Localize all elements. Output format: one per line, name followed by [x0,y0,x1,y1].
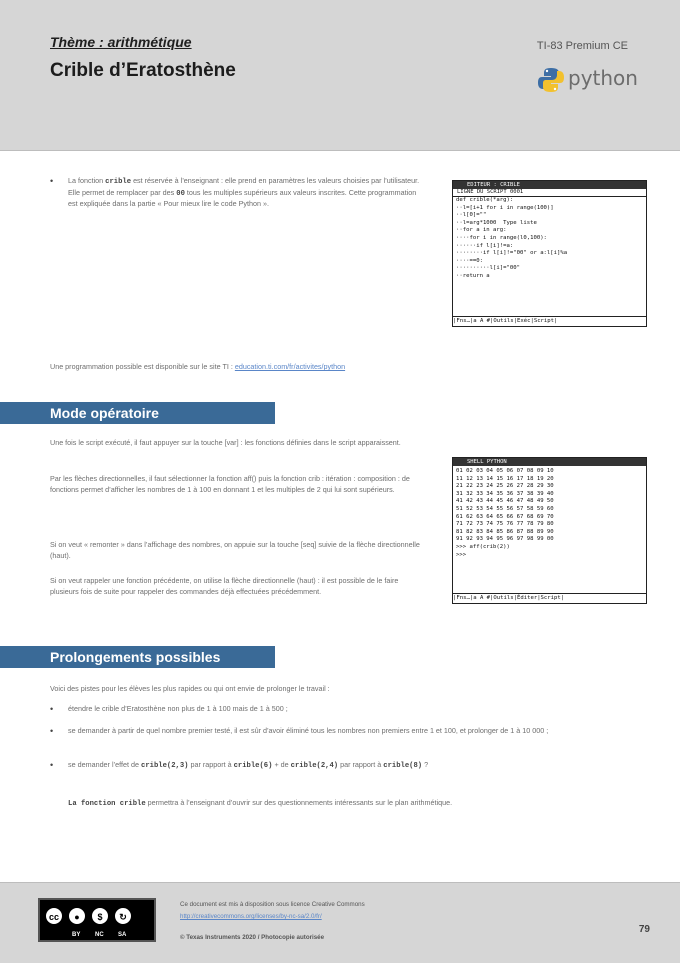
screen-subtitle: LIGNE DU SCRIPT 0001 [453,189,646,197]
license-link[interactable]: http://creativecommons.org/licenses/by-nc-sa/2.0/fr/ [180,913,322,920]
mode-paragraph-4: Si on veut rappeler une fonction précédente, on utilise la flèche directionnelle (haut) : il est possible de le faire plusieurs fois de suite pour rappeler des commandes déjà effectuées précédemment. [50,576,399,596]
code-line: ··for a in arg: [456,227,507,234]
cc-icon: cc [44,906,64,926]
code-line: 31 32 33 34 35 36 37 38 39 40 [456,490,554,497]
bullet-dot: • [50,176,54,186]
by-label: BY [72,932,81,938]
list-item-text: étendre le crible d’Eratosthène non plus de 1 à 100 mais de 1 à 500 ; [68,704,288,713]
creative-commons-badge [38,898,156,942]
intro-bullet-text: La fonction crible est réservée à l’enseignant : elle prend en paramètres les valeurs choisies par l’utilisateur. Elle permet de remplacer par des 00 tous les multiples supérieurs aux valeurs inscrites. Cette programmation est expliquée dans la partie « Pour mieux lire le code Python ». [68,176,420,208]
script-editor-screenshot [452,180,647,327]
code-line: ······if l[i]!=a: [456,242,514,249]
closing-note: La fonction crible permettra à l’enseignant d’ouvrir sur des questionnements intéressants sur le plan arithmétique. [68,798,453,808]
code-line: def crible(*arg): [456,197,514,203]
code-line: >>> aff(crib(2)) [456,543,510,550]
bullet-dot: • [50,726,54,736]
code-line: 21 22 23 24 25 26 27 28 29 30 [456,483,554,490]
page-title: Crible d’Eratosthène [50,60,236,81]
bullet-dot: • [50,760,54,770]
license-text: Ce document est mis à disposition sous licence Creative Commons [180,901,365,908]
list-item-text: se demander à partir de quel nombre premier testé, il est sûr d’avoir éliminé tous les nombres non premiers entre 1 et 100, et prolonger de 1 à 10 000 ; [68,726,549,735]
code-line: 71 72 73 74 75 76 77 78 79 80 [456,521,554,528]
nc-label: NC [95,932,104,938]
code-line: ··l[0]="" [456,212,487,219]
code-line: 11 12 13 14 15 16 17 18 19 20 [456,475,554,482]
sharealike-icon: ↻ [113,906,133,926]
function-keys-bar: |Fns…|a A #|Outils|Exéc|Script| [453,316,646,326]
sa-label: SA [118,932,127,938]
section-heading-mode: Mode opératoire [0,402,275,424]
download-link[interactable]: education.ti.com/fr/activites/python [234,362,346,371]
code-line: ····for i in range(l0,100): [456,234,547,241]
function-keys-bar: |Fns…|a A #|Outils|Éditer|Script| [453,593,646,603]
code-line: >>> [456,551,470,558]
code-line: ········if l[i]!="00" or a:l[i]%a [456,250,568,257]
code-line: 61 62 63 64 65 66 67 68 69 70 [456,513,554,520]
code-lines [453,197,646,281]
code-line: 51 52 53 54 55 56 57 58 59 60 [456,505,554,512]
code-line: ··l=[i+1 for i in range(100)] [456,204,554,211]
python-wordmark: python [568,66,638,90]
code-line: 01 02 03 04 05 06 07 08 09 10 [456,468,554,474]
mode-paragraph-1: Une fois le script exécuté, il faut appuyer sur la touche [var] : les fonctions définies dans le script apparaissent. [50,438,401,447]
copyright-text: © Texas Instruments 2020 / Photocopie autorisée [180,934,325,941]
download-note: Une programmation possible est disponible sur le site TI : education.ti.com/fr/activites/python [50,362,346,371]
code-line: 81 82 83 84 85 86 87 88 89 90 [456,528,554,535]
python-logo [538,64,638,96]
shell-output-lines [453,466,646,559]
page-number: 79 [638,924,650,935]
section-heading-extensions: Prolongements possibles [0,646,275,668]
bullet-dot: • [50,704,54,714]
mode-paragraph-2: Par les flèches directionnelles, il faut sélectionner la fonction aff() puis la fonction crib : itération : composition : de fonctions permet d’afficher les nombres de 1 à 100 en donnant 1 et les multiples de 2 qui lui sont supérieurs. [50,474,410,494]
code-line: ··return a [456,272,490,279]
calculator-label: TI-83 Premium CE [536,40,628,52]
screen-titlebar: SHELL PYTHON [453,458,646,466]
python-snake-icon [538,67,564,93]
code-line: ··l=arg*1000 Type liste [456,219,537,226]
attribution-icon: ● [67,906,87,926]
noncommercial-icon: $ [90,906,110,926]
theme-label: Thème : arithmétique [50,34,192,50]
code-line: ····==0: [456,257,483,264]
extensions-intro: Voici des pistes pour les élèves les plus rapides ou qui ont envie de prolonger le travail : [50,684,330,693]
shell-screenshot [452,457,647,604]
code-line: ··········l[i]="00" [456,265,520,272]
code-line: 91 92 93 94 95 96 97 98 99 00 [456,536,554,543]
code-line: 41 42 43 44 45 46 47 48 49 50 [456,498,554,505]
screen-titlebar: EDITEUR : CRIBLE [453,181,646,189]
mode-paragraph-3: Si on veut « remonter » dans l’affichage des nombres, on appuie sur la touche [seq] suivie de la flèche directionnelle (haut). [50,540,420,560]
list-item-text: se demander l’effet de crible(2,3) par rapport à crible(6) + de crible(2,4) par rapport à crible(8) ? [68,760,429,770]
